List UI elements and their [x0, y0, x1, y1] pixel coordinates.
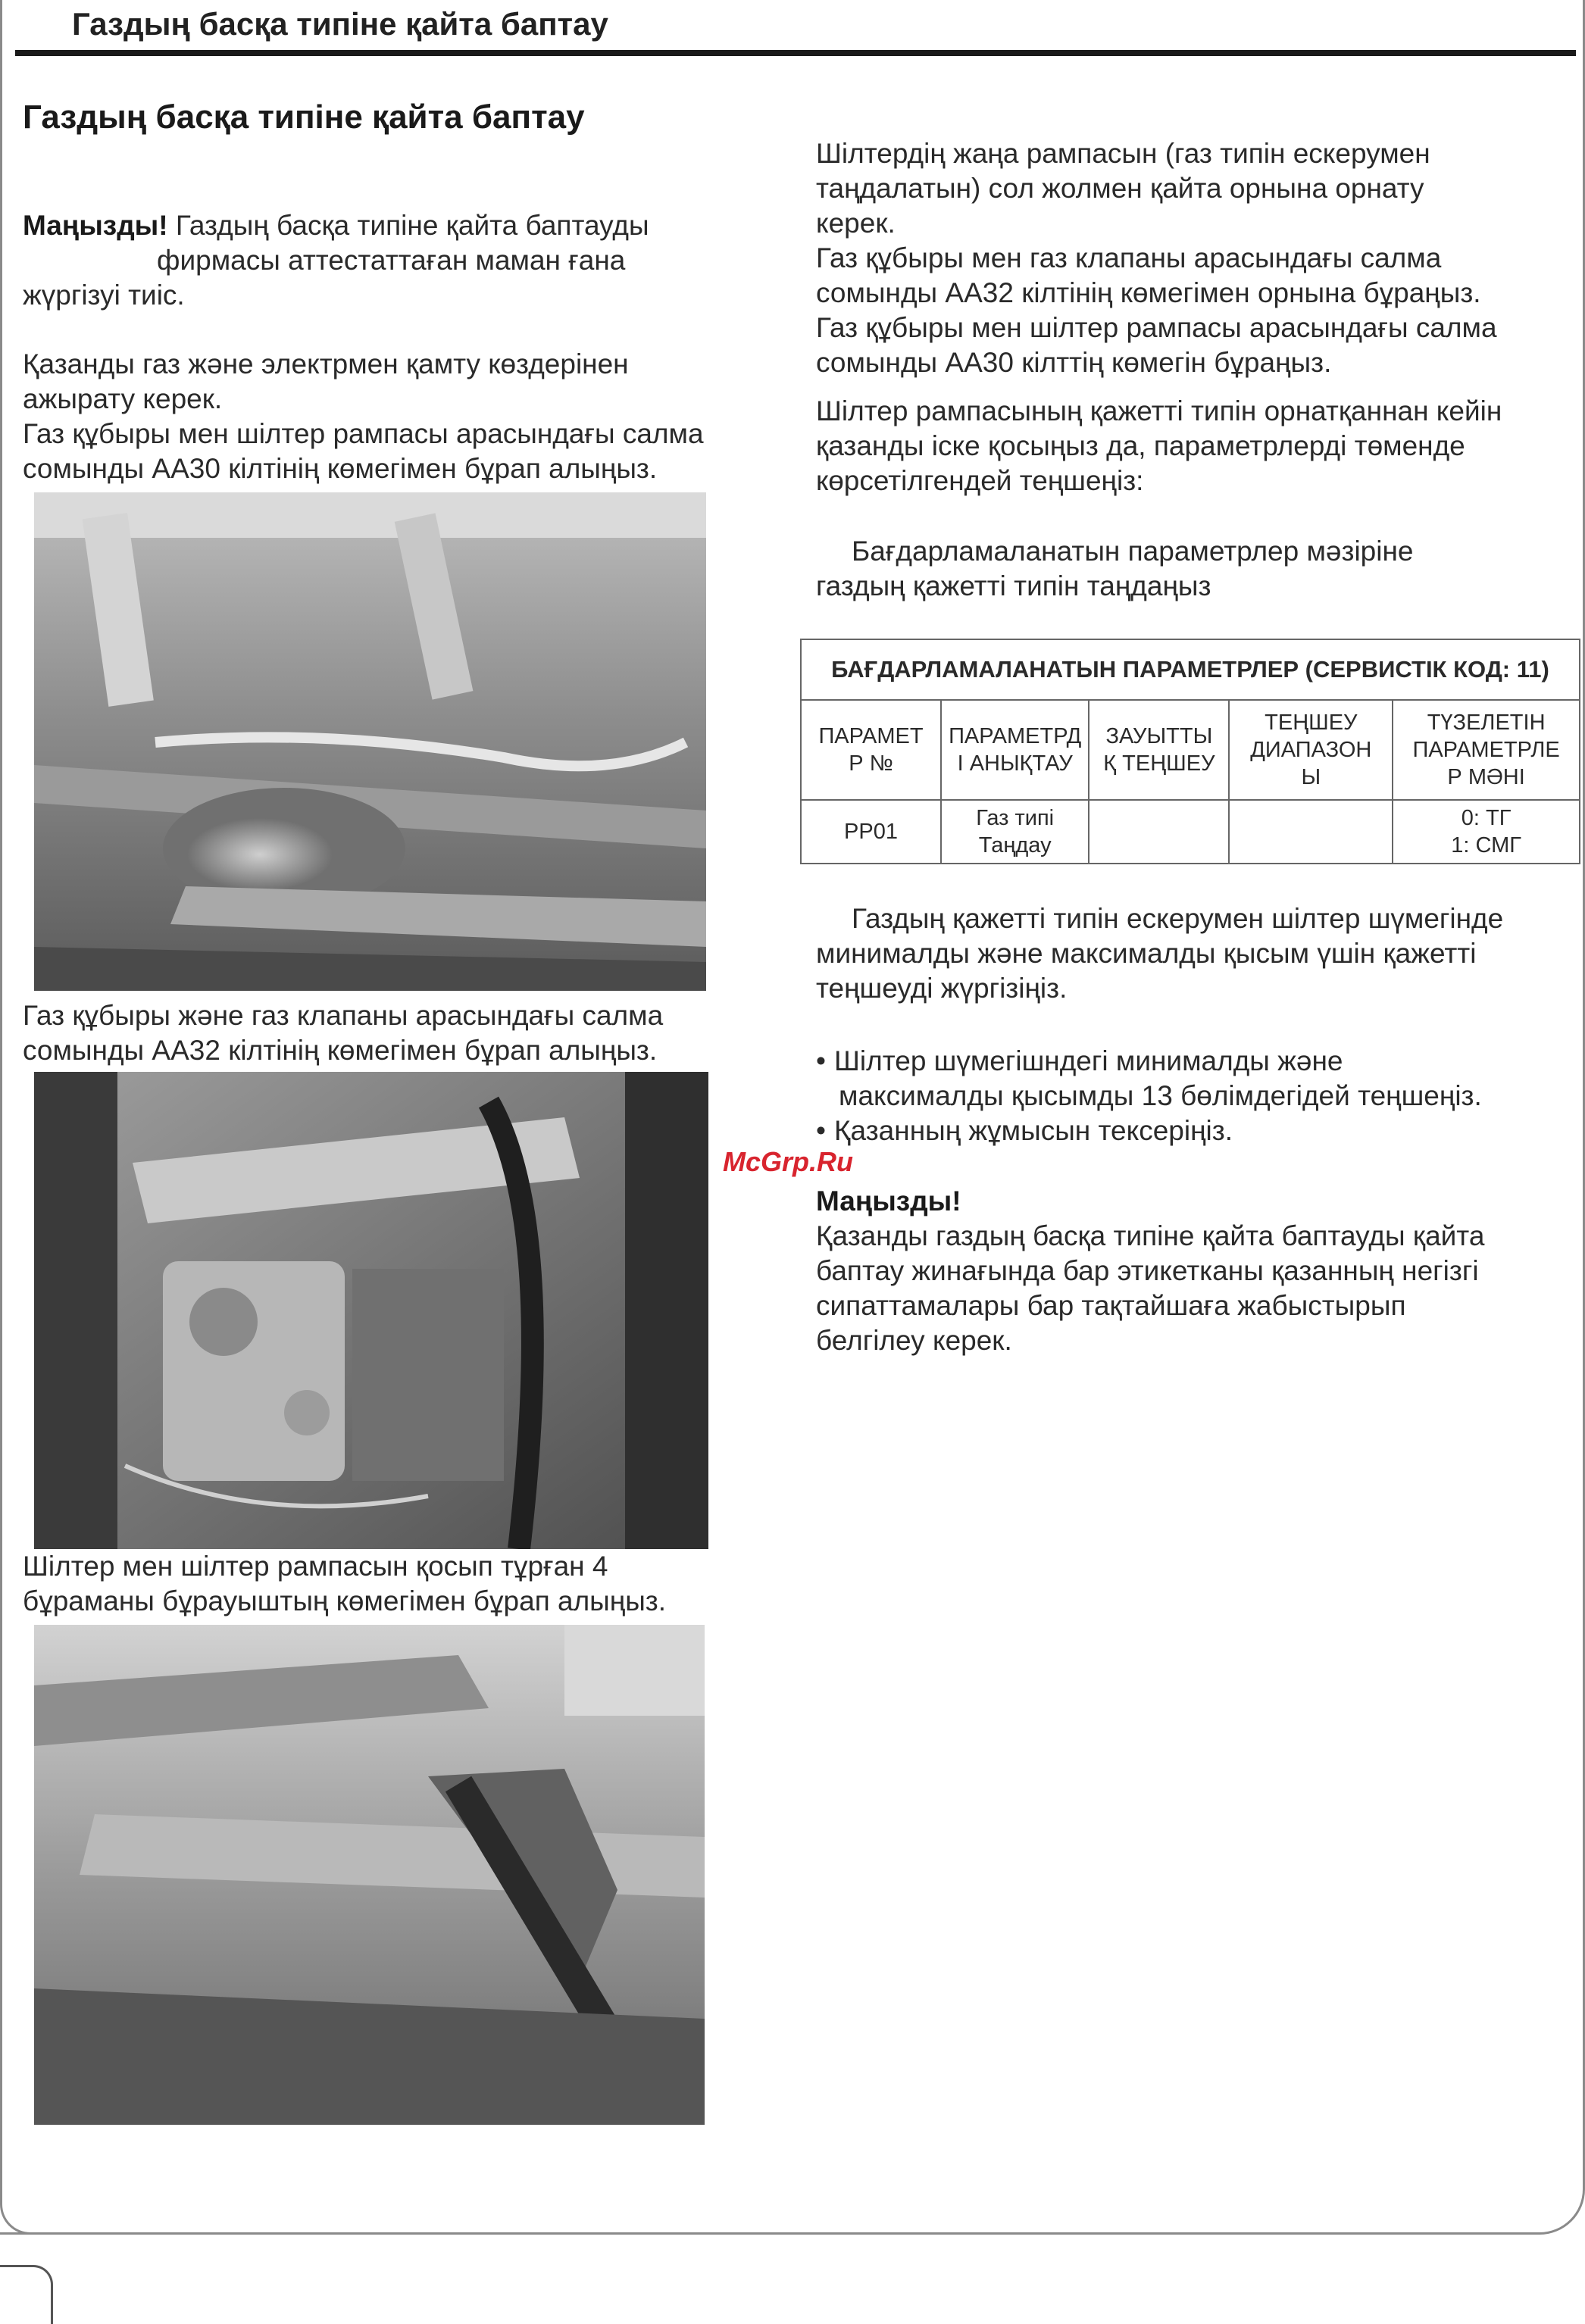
cell-factory: [1089, 800, 1229, 864]
new-ramp-paragraph: Шілтердің жаңа рампасын (газ типін ескерумен таңдалатын) сол жолмен қайта орнына орнату керек. Газ құбыры мен газ клапаны арасындағы салма сомынды АА32 кілтінің көмегімен орнына бұраңыз. Газ құбыры мен шілтер рампасы арасындағы салма сомынды АА30 кілттің көмегін бұраңыз.: [816, 138, 1497, 378]
cell-param: PP01: [801, 800, 941, 864]
pressure-paragraph: Газдың қажетті типін ескерумен шілтер шүмегінде минималды және максималды қысым үшін қажетті теңшеуді жүргізіңіз.: [816, 903, 1504, 1004]
header-adjustable-value: ТҮЗЕЛЕТІН ПАРАМЕТРЛЕ Р МӘНІ: [1393, 700, 1580, 800]
important-label: Маңызды!: [816, 1185, 961, 1217]
gas-valve-photo: [34, 1072, 708, 1549]
cell-range: [1229, 800, 1393, 864]
cell-value: 0: ТГ 1: СМГ: [1393, 800, 1580, 864]
burner-ramp-photo: [34, 492, 706, 991]
photo2-caption: Газ құбыры және газ клапаны арасындағы салма сомынды АА32 кілтінің көмегімен бұрап алыңыз.: [23, 1000, 664, 1066]
configure-paragraph: Шілтер рампасының қажетті типін орнатқаннан кейін қазанды іске қосыңыз да, параметрлерді төменде көрсетілгендей теңшеңіз:: [816, 395, 1502, 496]
table-header-row: [801, 700, 1580, 800]
disconnect-paragraph: Қазанды газ және электрмен қамту көздерінен ажырату керек. Газ құбыры мен шілтер рампасы арасындағы салма сомынды АА30 кілтінің көмегімен бұрап алыңыз.: [23, 348, 704, 484]
header-param-number: ПАРАМЕТ Р №: [801, 700, 941, 800]
bullet-dot: •: [816, 1115, 826, 1146]
bullet-dot: •: [816, 1045, 826, 1076]
page-frame-left: [0, 0, 30, 2235]
page-header-title: Газдың басқа типіне қайта баптау: [72, 6, 608, 42]
select-gas-paragraph: Бағдарламаланатын параметрлер мәзіріне газдың қажетті типін таңдаңыз: [816, 536, 1414, 601]
photo3-caption: Шілтер мен шілтер рампасын қосып тұрған 4 бұраманы бұрауыштың көмегімен бұрап алыңыз.: [23, 1551, 667, 1616]
header-setting-range: ТЕҢШЕУ ДИАПАЗОН Ы: [1229, 700, 1393, 800]
cell-description: Газ типі Таңдау: [941, 800, 1089, 864]
table-caption: БАҒДАРЛАМАЛАНАТЫН ПАРАМЕТРЛЕР (СЕРВИСТІК КОД: 11): [801, 639, 1580, 700]
header-factory-setting: ЗАУЫТТЫ Қ ТЕҢШЕУ: [1089, 700, 1229, 800]
table-row: [801, 800, 1580, 864]
parameters-table: [800, 639, 1580, 864]
bullet-pressure: • Шілтер шүмегішндегі минималды және максималды қысымды 13 бөлімдегідей теңшеңіз. • Қазанның жұмысын тексеріңіз.: [816, 1044, 1574, 1148]
header-param-description: ПАРАМЕТРД І АНЫҚТАУ: [941, 700, 1089, 800]
important-note-left: Маңызды! Газдың басқа типіне қайта баптауды фирмасы аттестаттаған маман ғана жүргізуі тиіс.: [23, 210, 649, 311]
header-rule: [15, 50, 1576, 56]
watermark: McGrp.Ru: [723, 1146, 854, 1177]
section-title: Газдың басқа типіне қайта баптау: [23, 98, 585, 136]
page-number-tab: [0, 2265, 53, 2324]
burner-screws-photo: [34, 1625, 705, 2125]
important-label: Маңызды!: [23, 210, 168, 241]
important-note-right: Маңызды! Қазанды газдың басқа типіне қайта баптауды қайта баптау жинағында бар этикетканы қазанның негізгі сипаттамалары бар тақтайшаға жабыстырып белгілеу керек.: [816, 1185, 1485, 1356]
